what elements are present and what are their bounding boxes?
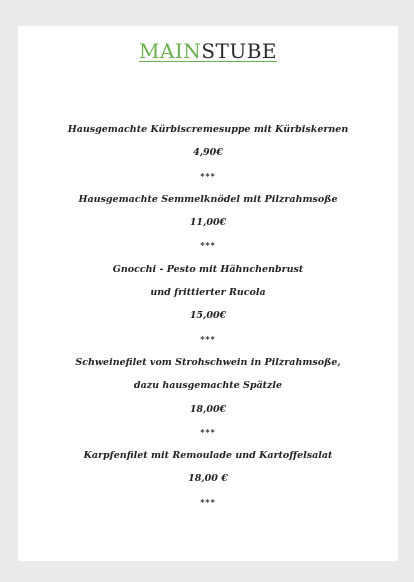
menu-page — [18, 26, 398, 561]
logo-stube-text: STUBE — [201, 39, 278, 63]
dish-5-name: Karpfenfilet mit Remoulade und Kartoffelsalat — [83, 450, 333, 462]
separator: *** — [200, 170, 216, 181]
logo — [18, 40, 398, 62]
dish-4-name-continued: dazu hausgemachte Spätzle — [133, 380, 283, 392]
dish-5-price: 18,00 € — [188, 473, 228, 485]
dish-1-name: Hausgemachte Kürbiscremesuppe mit Kürbiskernen — [67, 124, 349, 135]
dish-3-name-continued: und frittierter Rucola — [150, 287, 266, 299]
dish-3-price: 15,00€ — [189, 310, 227, 322]
separator: *** — [200, 240, 216, 251]
logo-main-text: MAIN — [138, 39, 202, 63]
dish-2-name: Hausgemachte Semmelknödel mit Pilzrahmsoße — [78, 193, 338, 205]
dish-4-price: 18,00€ — [189, 403, 227, 415]
separator: *** — [200, 496, 216, 507]
separator: *** — [200, 426, 216, 437]
separator: *** — [200, 333, 216, 344]
dish-1-price: 4,90€ — [193, 147, 223, 159]
dish-3-name: Gnocchi - Pesto mit Hähnchenbrust — [112, 263, 304, 275]
dish-4-name: Schweinefilet vom Strohschwein in Pilzrahmsoße, — [75, 356, 341, 368]
menu-list — [18, 118, 398, 514]
dish-2-price: 11,00€ — [189, 217, 227, 229]
